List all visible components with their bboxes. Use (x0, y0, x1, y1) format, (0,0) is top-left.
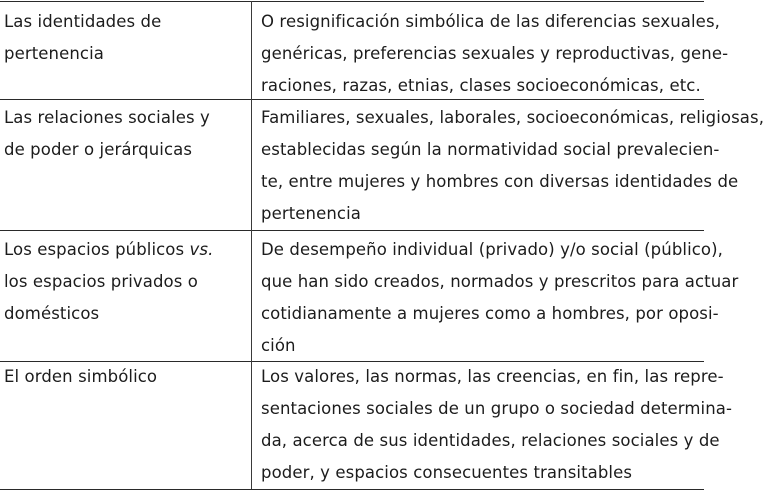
column-divider (251, 99, 252, 230)
description-line: te, entre mujeres y hombres con diversas identidades de (261, 172, 739, 191)
description-line: pertenencia (261, 204, 361, 223)
table-bottom-rule (0, 489, 704, 490)
description-cell (261, 361, 733, 489)
description-line: ción (261, 336, 296, 355)
description-line: sentaciones sociales de un grupo o sociedad determina- (261, 399, 733, 418)
table-top-rule (0, 1, 704, 2)
description-line: Familiares, sexuales, laborales, socioeconómicas, religiosas, (261, 108, 764, 127)
term-italic: vs. (189, 240, 214, 259)
description-cell (261, 234, 739, 362)
term-line: Las identidades de (4, 12, 162, 31)
description-line: da, acerca de sus identidades, relaciones sociales y de (261, 431, 720, 450)
description-line: raciones, razas, etnias, clases socioeconómicas, etc. (261, 76, 701, 95)
row-divider (0, 99, 704, 100)
term-cell (4, 234, 244, 330)
description-cell (261, 102, 764, 230)
term-cell (4, 361, 244, 393)
term-cell (4, 6, 244, 70)
row-divider (0, 230, 704, 231)
description-line: genéricas, preferencias sexuales y reproductivas, gene- (261, 44, 729, 63)
term-line: domésticos (4, 304, 100, 323)
description-line: que han sido creados, normados y prescritos para actuar (261, 272, 739, 291)
description-line: O resignificación simbólica de las diferencias sexuales, (261, 12, 720, 31)
term-line: Las relaciones sociales y (4, 108, 210, 127)
term-line: El orden simbólico (4, 367, 158, 386)
term-line: de poder o jerárquicas (4, 140, 193, 159)
term-line: los espacios privados o (4, 272, 198, 291)
description-line: De desempeño individual (privado) y/o social (público), (261, 240, 724, 259)
description-line: poder, y espacios consecuentes transitables (261, 463, 633, 482)
description-line: establecidas según la normatividad social prevalecien- (261, 140, 720, 159)
term-line: pertenencia (4, 44, 104, 63)
term-cell (4, 102, 244, 166)
term-text: Los espacios públicos (4, 240, 190, 259)
description-cell (261, 6, 729, 102)
term-line (4, 234, 244, 266)
description-line: Los valores, las normas, las creencias, en fin, las repre- (261, 367, 724, 386)
description-line: cotidianamente a mujeres como a hombres, por oposi- (261, 304, 719, 323)
column-divider (251, 1, 252, 99)
column-divider (251, 361, 252, 489)
column-divider (251, 230, 252, 361)
